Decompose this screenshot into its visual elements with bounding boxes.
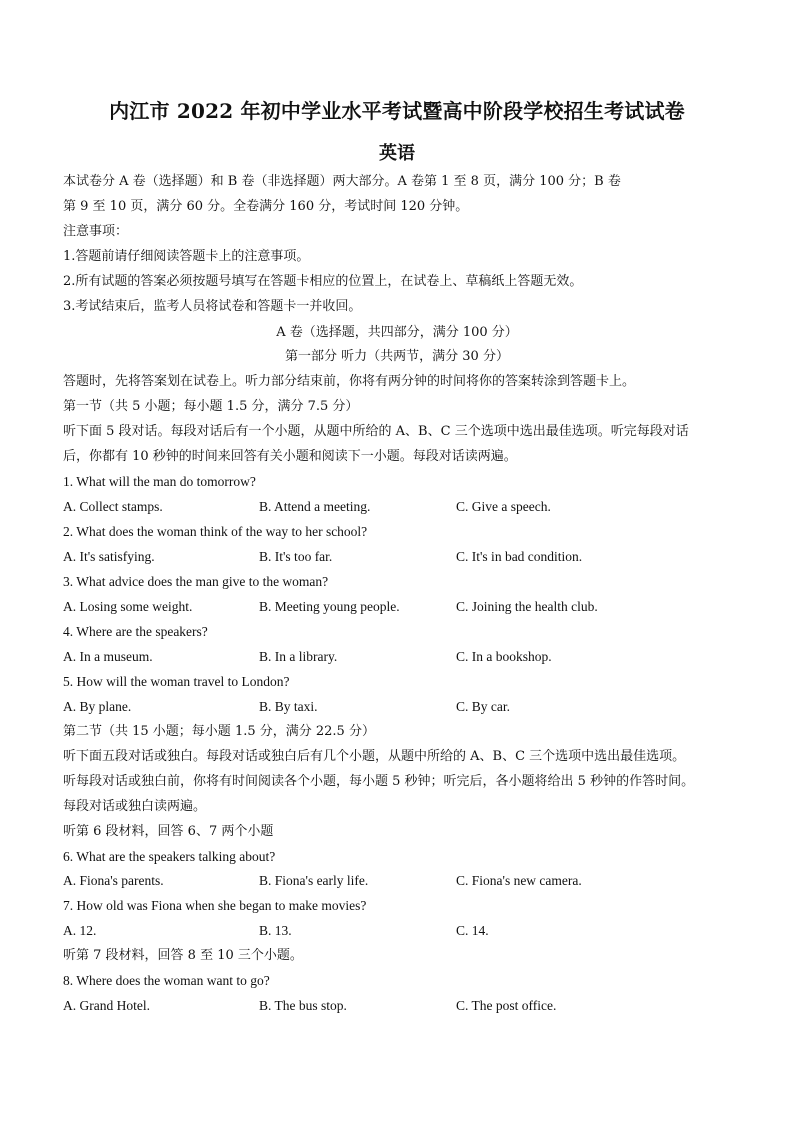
option-a: A. Collect stamps. (63, 499, 163, 514)
question-stem: 5. How will the woman travel to London? (63, 674, 290, 689)
intro-line-1: 本试卷分 A 卷（选择题）和 B 卷（非选择题）两大部分。A 卷第 1 至 8 页，满分 100 分；B 卷 (63, 174, 621, 189)
option-c: C. Give a speech. (456, 499, 551, 514)
option-b: B. The bus stop. (259, 998, 347, 1013)
section1-instruction: 听下面 5 段对话。每段对话后有一个小题，从题中所给的 A、B、C 三个选项中选出最佳选项。听完每段对话 (63, 424, 689, 439)
option-a: A. 12. (63, 923, 97, 938)
option-b: B. Attend a meeting. (259, 499, 371, 514)
option-b: B. By taxi. (259, 699, 318, 714)
section2-instruction: 每段对话或独白读两遍。 (63, 799, 207, 814)
question-stem: 7. How old was Fiona when she began to make movies? (63, 898, 367, 913)
material-heading: 听第 7 段材料，回答 8 至 10 三个小题。 (63, 948, 303, 963)
part1-heading: 第一部分 听力（共两节，满分 30 分） (285, 349, 509, 364)
notice-heading: 注意事项： (63, 224, 129, 239)
question-stem: 3. What advice does the man give to the woman? (63, 574, 329, 589)
section2-instruction: 听每段对话或独白前，你将有时间阅读各个小题，每小题 5 秒钟；听完后，各小题将给出 5 秒钟的作答时间。 (63, 774, 695, 789)
option-c: C. In a bookshop. (456, 649, 552, 664)
option-c: C. 14. (456, 923, 489, 938)
option-c: C. It's in bad condition. (456, 549, 583, 564)
option-b: B. Fiona's early life. (259, 873, 369, 888)
option-c: C. Joining the health club. (456, 599, 598, 614)
option-a: A. Losing some weight. (63, 599, 193, 614)
subject-title: 英语 (379, 143, 415, 164)
question-stem: 1. What will the man do tomorrow? (63, 474, 256, 489)
option-a: A. Fiona's parents. (63, 873, 164, 888)
option-c: C. By car. (456, 699, 510, 714)
question-stem: 6. What are the speakers talking about? (63, 849, 276, 864)
question-stem: 2. What does the woman think of the way to her school? (63, 524, 368, 539)
material-heading: 听第 6 段材料，回答 6、7 两个小题 (63, 824, 274, 839)
option-c: C. The post office. (456, 998, 557, 1013)
notice-item: 2.所有试题的答案必须按题号填写在答题卡相应的位置上，在试卷上、草稿纸上答题无效。 (63, 274, 583, 289)
option-b: B. 13. (259, 923, 292, 938)
notice-item: 1.答题前请仔细阅读答题卡上的注意事项。 (63, 249, 310, 264)
option-a: A. It's satisfying. (63, 549, 155, 564)
option-b: B. Meeting young people. (259, 599, 400, 614)
volume-a-heading: A 卷（选择题，共四部分，满分 100 分） (276, 325, 518, 340)
section1-heading: 第一节（共 5 小题；每小题 1.5 分，满分 7.5 分） (63, 399, 359, 414)
section2-instruction: 听下面五段对话或独白。每段对话或独白后有几个小题，从题中所给的 A、B、C 三个选项中选出最佳选项。 (63, 749, 686, 764)
exam-title: 内江市 2022 年初中学业水平考试暨高中阶段学校招生考试试卷 (109, 99, 685, 123)
option-b: B. It's too far. (259, 549, 333, 564)
option-b: B. In a library. (259, 649, 338, 664)
section2-heading: 第二节（共 15 小题；每小题 1.5 分，满分 22.5 分） (63, 724, 375, 739)
option-a: A. Grand Hotel. (63, 998, 150, 1013)
part1-instruction: 答题时，先将答案划在试卷上。听力部分结束前，你将有两分钟的时间将你的答案转涂到答题卡上。 (63, 374, 636, 389)
question-stem: 8. Where does the woman want to go? (63, 973, 270, 988)
question-stem: 4. Where are the speakers? (63, 624, 208, 639)
option-c: C. Fiona's new camera. (456, 873, 582, 888)
intro-line-2: 第 9 至 10 页，满分 60 分。全卷满分 160 分，考试时间 120 分钟。 (63, 199, 469, 214)
option-a: A. By plane. (63, 699, 132, 714)
option-a: A. In a museum. (63, 649, 153, 664)
notice-item: 3.考试结束后，监考人员将试卷和答题卡一并收回。 (63, 299, 362, 314)
section1-instruction: 后，你都有 10 秒钟的时间来回答有关小题和阅读下一小题。每段对话读两遍。 (63, 449, 517, 464)
